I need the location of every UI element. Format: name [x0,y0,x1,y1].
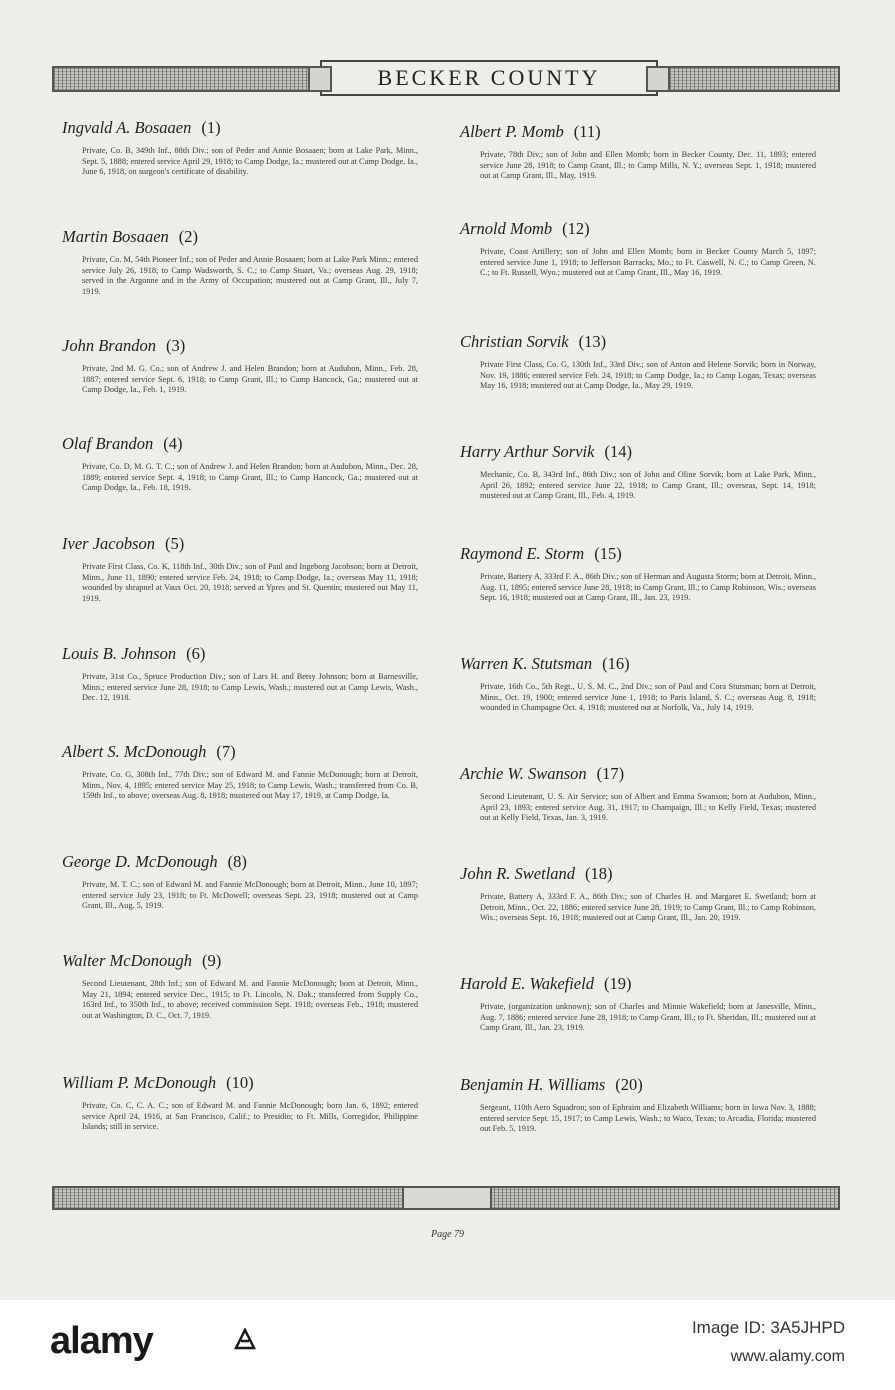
entry-heading [62,534,422,554]
entry-name: Christian Sorvik [460,332,569,351]
entry-heading [62,852,422,872]
entry-number: (12) [562,219,590,238]
entry-name: Olaf Brandon [62,434,154,453]
entry-bio: Private, Coast Artillery; son of John and Ellen Momb; born in Becker County March 5, 1897; entered service June 1, 1918; to Jefferson Barracks, Mo.; to Ft. Caswell, N. C.; to Camp Green, N. C.; to Ft. Russell, Wyo.; mustered out at Camp Grant, Ill., May 16, 1919. [480,247,816,278]
entry [460,219,820,279]
entry-number: (6) [186,644,206,663]
entry-bio: Mechanic, Co. B, 343rd Inf., 86th Div.; son of John and Oline Sorvik; born at Lake Park, Minn., April 26, 1892; entered service June 22, 1918; to Camp Grant, Ill.; overseas, Sept. 14, 1918; mustered out at Camp Grant, Ill., Feb. 4, 1919. [480,470,816,501]
entry [460,122,820,182]
entry-bio: Private, Co. B, 349th Inf., 88th Div.; son of Peder and Annie Bosaaen; born at Lake Park, Minn., Sept. 5, 1888; entered service April 29, 1918; to Camp Dodge, Ia.; mustered out at Camp Dodge, Ia., June 6, 1918, on surgeon's certificate of disability. [82,146,418,177]
entry [62,742,422,802]
footer-ornament [52,1186,840,1210]
entry-name: William P. McDonough [62,1073,217,1092]
entry-heading [62,118,422,138]
entry-number: (14) [604,442,632,461]
entry-number: (18) [585,864,613,883]
entry [460,544,820,604]
entry-number: (10) [226,1073,254,1092]
entry-heading [460,332,820,352]
entry-name: Ingvald A. Bosaaen [62,118,192,137]
entry-name: John R. Swetland [460,864,576,883]
entry-bio: Private, 2nd M. G. Co.; son of Andrew J. and Helen Brandon; born at Audubon, Minn., Feb. 28, 1887; entered service Sept. 6, 1918; to Camp Grant, Ill.; to Camp Hancock, Ga.; mustered out at Camp Dodge, Ia., Feb. 1, 1919. [82,364,418,395]
entry [460,442,820,502]
entry-heading [62,742,422,762]
entry [460,974,820,1034]
entry-number: (16) [602,654,630,673]
entry-number: (20) [615,1075,643,1094]
entry-number: (15) [594,544,622,563]
image-code: Image ID: 3A5JHPD [691,1318,845,1337]
stock-info [692,1318,845,1366]
entry-heading [460,974,820,994]
entry-heading [62,644,422,664]
entry [62,434,422,494]
entry-heading [460,764,820,784]
entry-number: (5) [165,534,185,553]
footer-ornament-medallion [402,1186,492,1210]
entry-name: Warren K. Stutsman [460,654,593,673]
entry-bio: Second Lieutenant, U. S. Air Service; son of Albert and Emma Swanson; born at Audubon, Minn., April 23, 1893; entered service Aug. 31, 1917; to Champaign, Ill.; to Kelly Field, Texas; mustered out at Kelly Field, Texas, Jan. 3, 1919. [480,792,816,823]
entry-heading [460,544,820,564]
entry-bio: Private First Class, Co. G, 130th Inf., 33rd Div.; son of Anton and Helene Sorvik; born in Norway, Nov. 19, 1886; entered service Feb. 24, 1918; to Camp Dodge, Ia.; to Camp Logan, Texas; overseas May 16, 1918; mustered out at Camp Dodge, Ia., May 29, 1919. [480,360,816,391]
entry-number: (19) [603,974,632,993]
entry-bio: Private, 31st Co., Spruce Production Div.; son of Lars H. and Betsy Johnson; born at Barnesville, Minn.; entered service June 28, 1918; to Camp Lewis, Wash.; mustered out at Camp Lewis, Wash., Dec. 12, 1918. [82,672,418,703]
entry [62,951,422,1021]
entry-number: (4) [163,434,183,453]
entry-heading [62,336,422,356]
entry-heading [460,442,820,462]
watermark-strip [0,1300,895,1390]
entry-heading [62,434,422,454]
entry-bio: Private, 78th Div.; son of John and Ellen Momb; born in Becker County, Dec. 11, 1893; entered service June 28, 1918; to Camp Grant, Ill.; to Camp Mills, N. Y.; overseas Sept. 1, 1918; mustered out at Camp Grant, Ill., May, 1919. [480,150,816,181]
entry-name: Benjamin H. Williams [460,1075,606,1094]
entry [62,1073,422,1133]
entry-number: (7) [216,742,236,761]
entry-name: John Brandon [62,336,156,355]
entry-heading [460,122,820,142]
entry-bio: Private, Battery A, 333rd F. A., 86th Div.; son of Charles H. and Margaret E. Swetland; born at Detroit, Minn., Oct. 22, 1886; entered service June 28, 1919; to Camp Grant, Ill.; to Camp Robinson, Wis.; overseas Sept. 16, 1918; mustered out at Camp Grant, Ill., Jan. 20, 1919. [480,892,816,923]
entry-name: George D. McDonough [62,852,218,871]
alamy-logo: alamy [50,1320,153,1362]
entry-name: Martin Bosaaen [62,227,169,246]
entry-number: (11) [573,122,601,141]
entry-bio: Sergeant, 110th Aero Squadron; son of Ephraim and Elizabeth Williams; born in Iowa Nov. 3, 1888; entered service Sept. 15, 1917; to Camp Lewis, Wash.; to Waco, Texas; to Arcadia, Florida; mustered out Feb. 5, 1919. [480,1103,816,1134]
entry [62,336,422,396]
entry-heading [62,227,422,247]
entry-bio: Private First Class, Co. K, 118th Inf., 30th Div.; son of Paul and Ingeborg Jacobson; born at Detroit, Minn., June 11, 1890; entered service Feb. 24, 1918; to Camp Dodge, Ia.; overseas May 11, 1918; wounded by shrapnel at Vaux Oct. 20, 1918; served at Ypres and St. Quentin; mustered out May 11, 1919. [82,562,418,603]
entry-bio: Private, Co. D, M. G. T. C.; son of Andrew J. and Helen Brandon; born at Audubon, Minn., Dec. 28, 1889; entered service Sept. 4, 1918; to Camp Grant, Ill.; to Camp Hancock, Ga.; mustered out at Camp Dodge, Ia., Feb. 18, 1919. [82,462,418,493]
entry-heading [460,1075,820,1095]
entry-bio: Private, Co. C, C. A. C.; son of Edward M. and Fannie McDonough; born Jan. 6, 1892; entered service April 24, 1916, at San Francisco, Calif.; to Presidio; to Ft. Mills, Corregidor, Philippine Islands; still in service. [82,1101,418,1132]
entry [62,534,422,604]
entry-number: (13) [578,332,607,351]
entry-number: (17) [596,764,625,783]
entry-number: (9) [202,951,222,970]
entry-heading [62,1073,422,1093]
entry-name: Albert P. Momb [460,122,564,141]
entry-name: Harry Arthur Sorvik [460,442,595,461]
header-banner [52,60,840,98]
entry-number: (2) [178,227,199,246]
entry [460,764,820,824]
entry-name: Walter McDonough [62,951,193,970]
entry-number: (1) [201,118,221,137]
entry-name: Archie W. Swanson [460,764,587,783]
entry-bio: Private, (organization unknown); son of Charles and Minnie Wakefield; born at Janesville, Minn., Aug. 7, 1886; entered service June 28, 1918; to Camp Grant, Ill.; to Ft. Sheridan, Ill.; mustered out at Camp Grant, Ill., Jan. 23, 1919. [480,1002,816,1033]
entry [460,654,820,714]
page-number: Page 79 [430,1229,465,1240]
entry-heading [62,951,422,971]
entry [62,852,422,912]
alamy-logo-icon [234,1328,256,1350]
entry-bio: Private, Co. M, 54th Pioneer Inf.; son of Peder and Annie Bosaaen; born at Lake Park Minn.; entered service July 26, 1918; to Camp Wadsworth, S. C.; to Camp Stuart, Va.; overseas Aug. 29, 1918; served in the Argonne and in the Army of Occupation; mustered out at Camp Grant, Ill., July 7, 1919. [82,255,418,296]
entry-bio: Private, M. T. C.; son of Edward M. and Fannie McDonough; born at Detroit, Minn., June 10, 1897; entered service July 23, 1918; to Ft. McDowell; overseas Sept. 23, 1918; mustered out at Camp Grant, Ill., Aug. 5, 1919. [82,880,418,911]
page-title: BECKER COUNTY [377,65,601,90]
entry-name: Albert S. McDonough [62,742,207,761]
entry-name: Harold E. Wakefield [460,974,594,993]
entry-bio: Private, Co. G, 308th Inf., 77th Div.; son of Edward M. and Fannie McDonough; born at Detroit, Minn., Nov. 4, 1895; entered service May 25, 1918; to Camp Lewis, Wash.; transferred from Co. B, 159th Inf., to above; overseas Aug. 8, 1918; mustered out May 17, 1919, at Camp Dodge, Ia. [82,770,418,801]
entry [460,1075,820,1135]
entry [62,118,422,178]
entry-bio: Second Lieutenant, 28th Inf.; son of Edward M. and Fannie McDonough; born at Detroit, Minn., May 21, 1894; entered service Dec., 1915; to Ft. Lincoln, N. Dak.; transferred from Supply Co., 163rd Inf., to 350th Inf., to above; received commission Sept. 1918; overseas Feb., 1918; mustered out at Washington, D. C., Oct. 7, 1919. [82,979,418,1020]
site-url: www.alamy.com [730,1348,845,1365]
entry-bio: Private, Battery A, 333rd F. A., 86th Div.; son of Herman and Augusta Storm; born at Detroit, Minn., Aug. 11, 1895; entered service June 28, 1918; to Camp Grant, Ill.; to Camp Robinson, Wis.; overseas Sept. 16, 1918; mustered out at Camp Grant, Ill., Jan. 23, 1919. [480,572,816,603]
entry-bio: Private, 16th Co., 5th Regt., U. S. M. C., 2nd Div.; son of Paul and Cora Stutsman; born at Detroit, Minn., Oct. 19, 1900; entered service June 1, 1918; to Paris Island, S. C.; overseas Aug. 8, 1918; wounded in Champagne Oct. 4, 1918; mustered out at Norfolk, Va., July 14, 1919. [480,682,816,713]
entry-heading [460,219,820,239]
entry [62,227,422,297]
entry [460,864,820,924]
entry [460,332,820,392]
banner-title-box [320,60,658,96]
entry [62,644,422,704]
entry-number: (3) [165,336,186,355]
entry-number: (8) [227,852,247,871]
entry-heading [460,864,820,884]
entry-name: Iver Jacobson [62,534,156,553]
entry-name: Louis B. Johnson [62,644,177,663]
entry-heading [460,654,820,674]
entry-name: Arnold Momb [460,219,553,238]
entry-name: Raymond E. Storm [460,544,585,563]
